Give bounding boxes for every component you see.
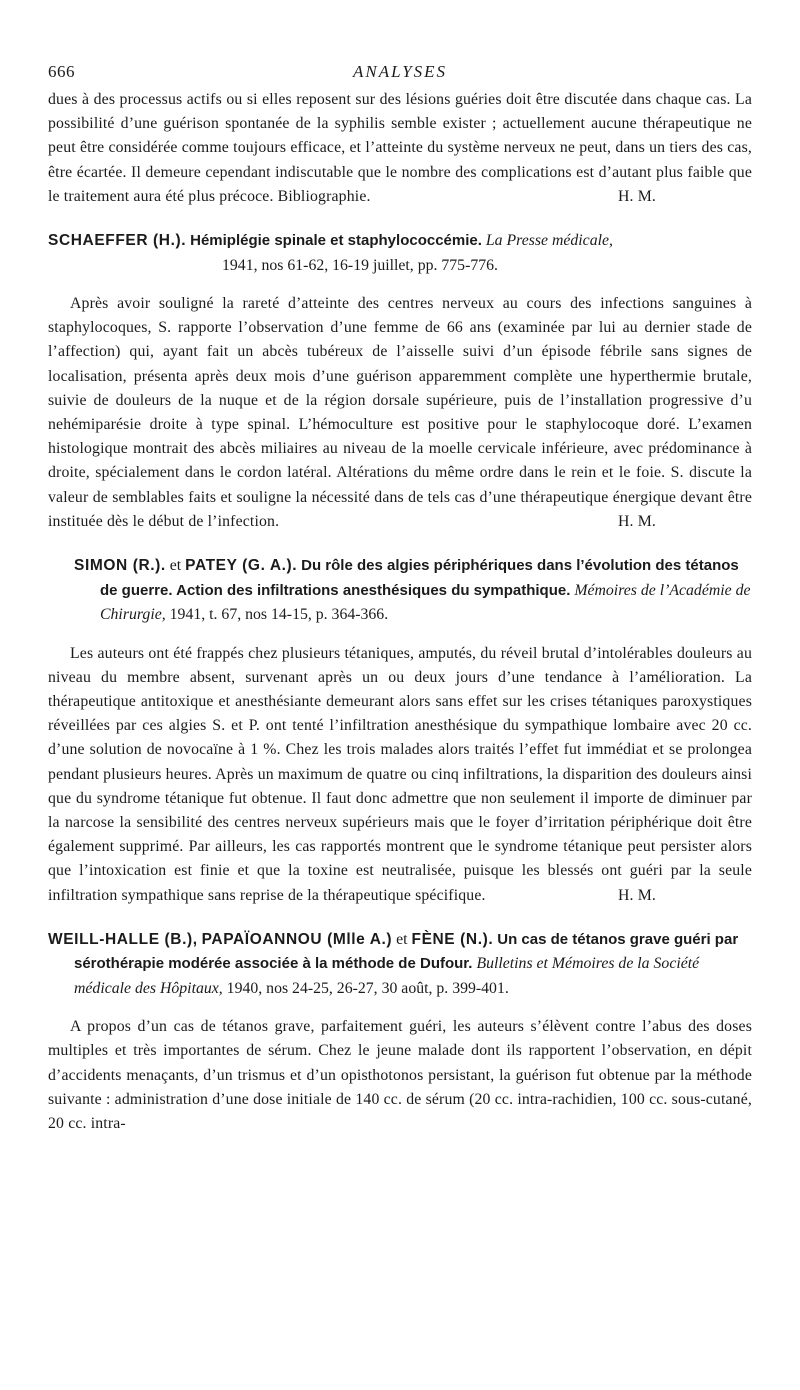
abstract-paragraph (48, 642, 752, 908)
abstract-paragraph (48, 292, 752, 534)
page-number: 666 (48, 62, 75, 81)
author-name: FÈNE (N.). (411, 930, 494, 948)
journal-name: La Presse médicale, (485, 232, 613, 250)
journal-name: Bulletins et Mémoires de la Société médicale des Hôpitaux, (74, 955, 700, 997)
author-name: SCHAEFFER (H.). (48, 232, 187, 250)
author-connector: et (396, 930, 408, 948)
abstract-text: Après avoir souligné la rareté d’atteinte des centres nerveux au cours des infections sanguines à staphylocoques, S. rapporte l’observation d’une femme de 66 ans (examinée par lui au dernier stade de l’affection) qui, ayant fait un abcès tubéreux de l’aisselle suivi d’un épisode fébrile sans signes de localisation, présenta après deux mois d’une guérison apparemment complète une hyperthermie brutale, suivie de douleurs de la nuque et de la région dorsale supérieure, puis de l’installation progressive d’u nehémiparésie droite à type spinal. L’hémoculture est positive pour le staphylocoque doré. L’examen histologique montrait des abcès miliaires au niveau de la moelle cervicale inférieure, avec prédominance à droite, spécialement dans le cordon latéral. Altérations du même ordre dans le rein et le foie. S. discute la valeur de semblables faits et souligne la nécessité dans de tels cas d’une thérapeutique énergique devant être instituée dès le début de l’infection. (48, 295, 752, 530)
review-entry (48, 928, 752, 1137)
abstract-text: A propos d’un cas de tétanos grave, parfaitement guéri, les auteurs s’élèvent contre l’abus des doses multiples et très importantes de sérum. Chez le jeune malade dont ils rapportent l’observation, en dépit d’accidents menaçants, d’un trismus et d’un opisthotonos persistant, la guérison fut obtenue par la méthode suivante : administration d’une dose initiale de 140 cc. de sérum (20 cc. intra-rachidien, 100 cc. sous-cutané, 20 cc. intra- (48, 1018, 752, 1133)
abstract-paragraph (48, 1015, 752, 1136)
signature: H. M. (617, 187, 656, 205)
citation-details: 1940, nos 24-25, 26-27, 30 août, p. 399-401. (226, 979, 509, 997)
journal-name: Mémoires de l’Académie de Chirurgie, (100, 581, 751, 624)
citation-details: 1941, t. 67, nos 14-15, p. 364-366. (169, 606, 389, 624)
intro-paragraph (48, 88, 752, 209)
author-name: PATEY (G. A.). (185, 557, 298, 575)
article-title: Hémiplégie spinale et staphylococcémie. (190, 232, 482, 250)
author-name: PAPAÏOANNOU (Mlle A.) (201, 930, 393, 948)
author-name: SIMON (R.). (74, 557, 166, 575)
signature: H. M. (617, 886, 656, 904)
citation-details: 1941, nos 61-62, 16-19 juillet, pp. 775-776. (222, 256, 498, 274)
article-title: Du rôle des algies périphériques dans l’évolution des tétanos de guerre. Action des infiltrations anesthésiques du sympathique. (100, 557, 739, 599)
review-entry (48, 229, 752, 534)
entry-heading (48, 928, 752, 1002)
intro-text: dues à des processus actifs ou si elles reposent sur des lésions guéries doit être discutée dans chaque cas. La possibilité d’une guérison spontanée de la syphilis semble exister ; actuellement aucune thérapeutique ne peut être considérée comme toujours efficace, et l’atteinte du système nerveux ne peut, dans un tiers des cas, être écartée. Il demeure cependant indiscutable que le nombre des complications est d’autant plus faible que le traitement aura été plus précoce. Bibliographie. (48, 91, 752, 205)
author-connector: et (169, 557, 182, 575)
signature: H. M. (617, 512, 656, 530)
review-entry (48, 554, 752, 908)
running-header (48, 62, 752, 88)
entry-heading (48, 229, 752, 278)
entry-heading (74, 554, 752, 628)
running-title: ANALYSES (352, 62, 448, 81)
article-title: Un cas de tétanos grave guéri par sérothérapie modérée associée à la méthode de Dufour. (74, 930, 739, 973)
abstract-text: Les auteurs ont été frappés chez plusieurs tétaniques, amputés, du réveil brutal d’intolérables douleurs au niveau du membre absent, survenant après un ou deux jours d’une tendance à l’amélioration. La thérapeutique antitoxique et anesthésiante demeurant alors sans effet sur les crises tétaniques paroxystiques réveillées par ces algies S. et P. ont tenté l’infiltration anesthésique du sympathique lombaire avec 20 cc. d’une solution de novocaïne à 1 %. Chez les trois malades alors traités l’effet fut immédiat et se prolongea pendant plusieurs heures. Après un maximum de quatre ou cinq infiltrations, la disparition des douleurs ainsi que du syndrome tétanique fut obtenue. Il faut donc admettre que non seulement il importe de diminuer par la narcose la sensibilité des centres nerveux supérieurs mais que le foyer d’irritation périphérique doit être également supprimé. Par ailleurs, les cas rapportés montrent que le syndrome tétanique peut persister alors que l’intoxication est finie et que la toxine est neutralisée, puisque les blessés ont guéri par la seule infiltration sympathique sans reprise de la thérapeutique spécifique. (48, 644, 752, 904)
author-name: WEILL-HALLE (B.), (48, 930, 198, 948)
